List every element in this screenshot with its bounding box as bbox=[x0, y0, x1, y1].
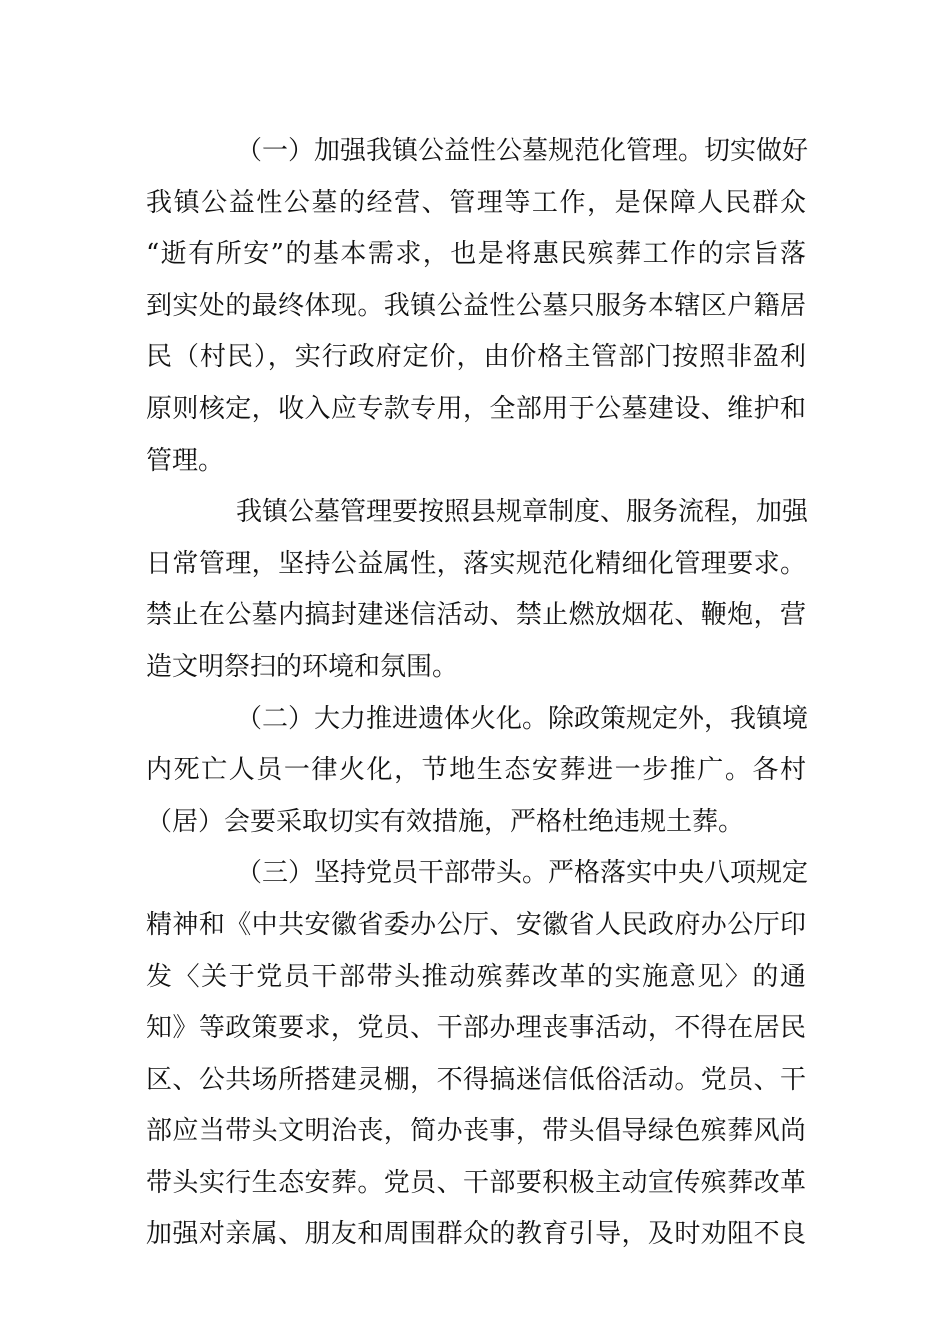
paragraph-3 bbox=[146, 694, 809, 849]
text-line: 知》等政策要求，党员、干部办理丧事活动，不得在居民 bbox=[146, 1013, 806, 1044]
text-line: 发〈关于党员干部带头推动殡葬改革的实施意见〉的通 bbox=[146, 961, 806, 992]
text-line: 日常管理，坚持公益属性，落实规范化精细化管理要求。 bbox=[146, 548, 806, 579]
text-line: 区、公共场所搭建灵棚，不得搞迷信低俗活动。党员、干 bbox=[146, 1064, 806, 1095]
paragraph-2 bbox=[146, 487, 809, 693]
paragraph-4 bbox=[146, 848, 809, 1261]
text-line: （三）坚持党员干部带头。严格落实中央八项规定 bbox=[236, 858, 809, 889]
text-line: （二）大力推进遗体火化。除政策规定外，我镇境 bbox=[236, 703, 809, 734]
text-line: 造文明祭扫的环境和氛围。 bbox=[146, 651, 459, 682]
text-line: （一）加强我镇公益性公墓规范化管理。切实做好 bbox=[236, 136, 809, 166]
text-line: “逝有所安”的基本需求，也是将惠民殡葬工作的宗旨落 bbox=[146, 239, 806, 270]
text-line: 带头实行生态安葬。党员、干部要积极主动宣传殡葬改革 bbox=[146, 1167, 806, 1198]
text-line: 原则核定，收入应专款专用，全部用于公墓建设、维护和 bbox=[146, 393, 806, 424]
paragraph-1 bbox=[146, 126, 809, 487]
document-body bbox=[146, 126, 809, 1261]
text-line: 禁止在公墓内搞封建迷信活动、禁止燃放烟花、鞭炮，营 bbox=[146, 600, 806, 631]
text-line: （居）会要采取切实有效措施，严格杜绝违规土葬。 bbox=[146, 806, 745, 837]
text-line: 民（村民），实行政府定价，由价格主管部门按照非盈利 bbox=[146, 342, 806, 373]
text-line: 到实处的最终体现。我镇公益性公墓只服务本辖区户籍居 bbox=[146, 290, 806, 321]
text-line: 内死亡人员一律火化，节地生态安葬进一步推广。各村 bbox=[146, 755, 806, 786]
text-line: 精神和《中共安徽省委办公厅、安徽省人民政府办公厅印 bbox=[146, 909, 806, 940]
text-line: 加强对亲属、朋友和周围群众的教育引导，及时劝阻不良 bbox=[146, 1219, 806, 1250]
text-line: 管理。 bbox=[146, 445, 225, 476]
text-line: 部应当带头文明治丧，简办丧事，带头倡导绿色殡葬风尚 bbox=[146, 1116, 806, 1147]
text-line: 我镇公益性公墓的经营、管理等工作，是保障人民群众 bbox=[146, 187, 806, 218]
text-line: 我镇公墓管理要按照县规章制度、服务流程，加强 bbox=[236, 497, 809, 528]
